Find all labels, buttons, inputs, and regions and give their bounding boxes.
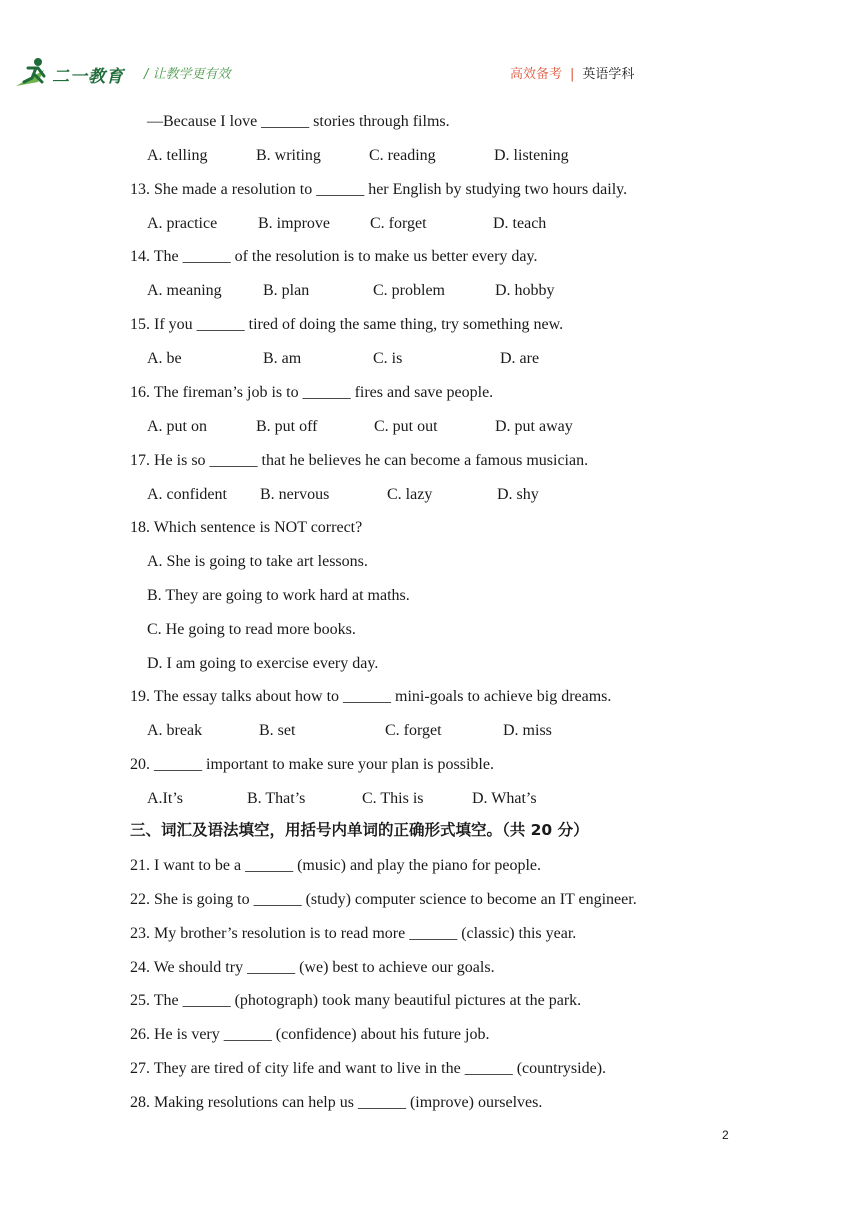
question-18-option-a: A. She is going to take art lessons. xyxy=(147,553,368,570)
option: D. teach xyxy=(493,215,547,232)
option: A. put on xyxy=(147,418,207,435)
option: D. What’s xyxy=(472,790,537,807)
question-15-options xyxy=(147,349,747,369)
question-20: 20. ______ important to make sure your plan is possible. xyxy=(130,756,494,773)
option: C. This is xyxy=(362,790,424,807)
question-18-option-b: B. They are going to work hard at maths. xyxy=(147,587,410,604)
option: B. That’s xyxy=(247,790,306,807)
slogan: / 让教学更有效 xyxy=(144,67,231,82)
question-13: 13. She made a resolution to ______ her English by studying two hours daily. xyxy=(130,181,628,198)
brand-name: 二一教育 xyxy=(52,67,124,87)
option: C. forget xyxy=(370,215,427,232)
option: C. problem xyxy=(373,282,445,299)
exam-label: 高效备考 xyxy=(510,67,563,82)
option: C. reading xyxy=(369,147,436,164)
option: D. shy xyxy=(497,486,539,503)
page-number: 2 xyxy=(722,1128,729,1142)
option: D. are xyxy=(500,350,540,367)
option: A. confident xyxy=(147,486,227,503)
option: D. miss xyxy=(503,722,552,739)
question-24: 24. We should try ______ (we) best to achieve our goals. xyxy=(130,959,495,976)
page-header xyxy=(0,0,860,100)
question-14-options xyxy=(147,281,747,301)
option: C. put out xyxy=(374,418,438,435)
question-22: 22. She is going to ______ (study) computer science to become an IT engineer. xyxy=(130,891,637,908)
option: D. hobby xyxy=(495,282,555,299)
option: A. practice xyxy=(147,215,218,232)
question-12-options xyxy=(147,146,747,166)
option: C. forget xyxy=(385,722,442,739)
option: C. lazy xyxy=(387,486,433,503)
question-26: 26. He is very ______ (confidence) about his future job. xyxy=(130,1026,490,1043)
question-27: 27. They are tired of city life and want to live in the ______ (countryside). xyxy=(130,1060,607,1077)
option: D. listening xyxy=(494,147,569,164)
question-19: 19. The essay talks about how to ______ mini-goals to achieve big dreams. xyxy=(130,688,612,705)
subject-label: 英语学科 xyxy=(582,67,635,82)
question-17-options xyxy=(147,485,747,505)
option: A. meaning xyxy=(147,282,222,299)
option: A.It’s xyxy=(147,790,183,807)
question-28: 28. Making resolutions can help us ______ (improve) ourselves. xyxy=(130,1094,543,1111)
option: B. nervous xyxy=(260,486,330,503)
option: A. break xyxy=(147,722,203,739)
question-16-options xyxy=(147,417,747,437)
header-separator: | xyxy=(570,67,575,82)
option: B. plan xyxy=(263,282,310,299)
question-18: 18. Which sentence is NOT correct? xyxy=(130,519,363,536)
question-18-option-c: C. He going to read more books. xyxy=(147,621,356,638)
question-25: 25. The ______ (photograph) took many beautiful pictures at the park. xyxy=(130,992,582,1009)
question-18-option-d: D. I am going to exercise every day. xyxy=(147,655,379,672)
option: A. telling xyxy=(147,147,208,164)
option: B. am xyxy=(263,350,302,367)
question-17: 17. He is so ______ that he believes he can become a famous musician. xyxy=(130,452,589,469)
question-12-answer-line: —Because I love ______ stories through films. xyxy=(147,113,450,130)
question-16: 16. The fireman’s job is to ______ fires and save people. xyxy=(130,384,494,401)
option: B. writing xyxy=(256,147,321,164)
runner-logo-icon xyxy=(14,56,54,90)
header-right xyxy=(510,63,634,82)
question-20-options xyxy=(147,789,747,809)
option: D. put away xyxy=(495,418,573,435)
section-3-heading: 三、词汇及语法填空，用括号内单词的正确形式填空。（共 20 分） xyxy=(130,821,589,839)
question-14: 14. The ______ of the resolution is to make us better every day. xyxy=(130,248,538,265)
option: C. is xyxy=(373,350,403,367)
question-21: 21. I want to be a ______ (music) and play the piano for people. xyxy=(130,857,541,874)
brand-logo xyxy=(14,56,126,90)
question-23: 23. My brother’s resolution is to read more ______ (classic) this year. xyxy=(130,925,577,942)
question-19-options xyxy=(147,721,747,741)
question-15: 15. If you ______ tired of doing the same thing, try something new. xyxy=(130,316,564,333)
option: B. put off xyxy=(256,418,318,435)
option: B. set xyxy=(259,722,296,739)
option: B. improve xyxy=(258,215,330,232)
option: A. be xyxy=(147,350,182,367)
question-13-options xyxy=(147,214,747,234)
